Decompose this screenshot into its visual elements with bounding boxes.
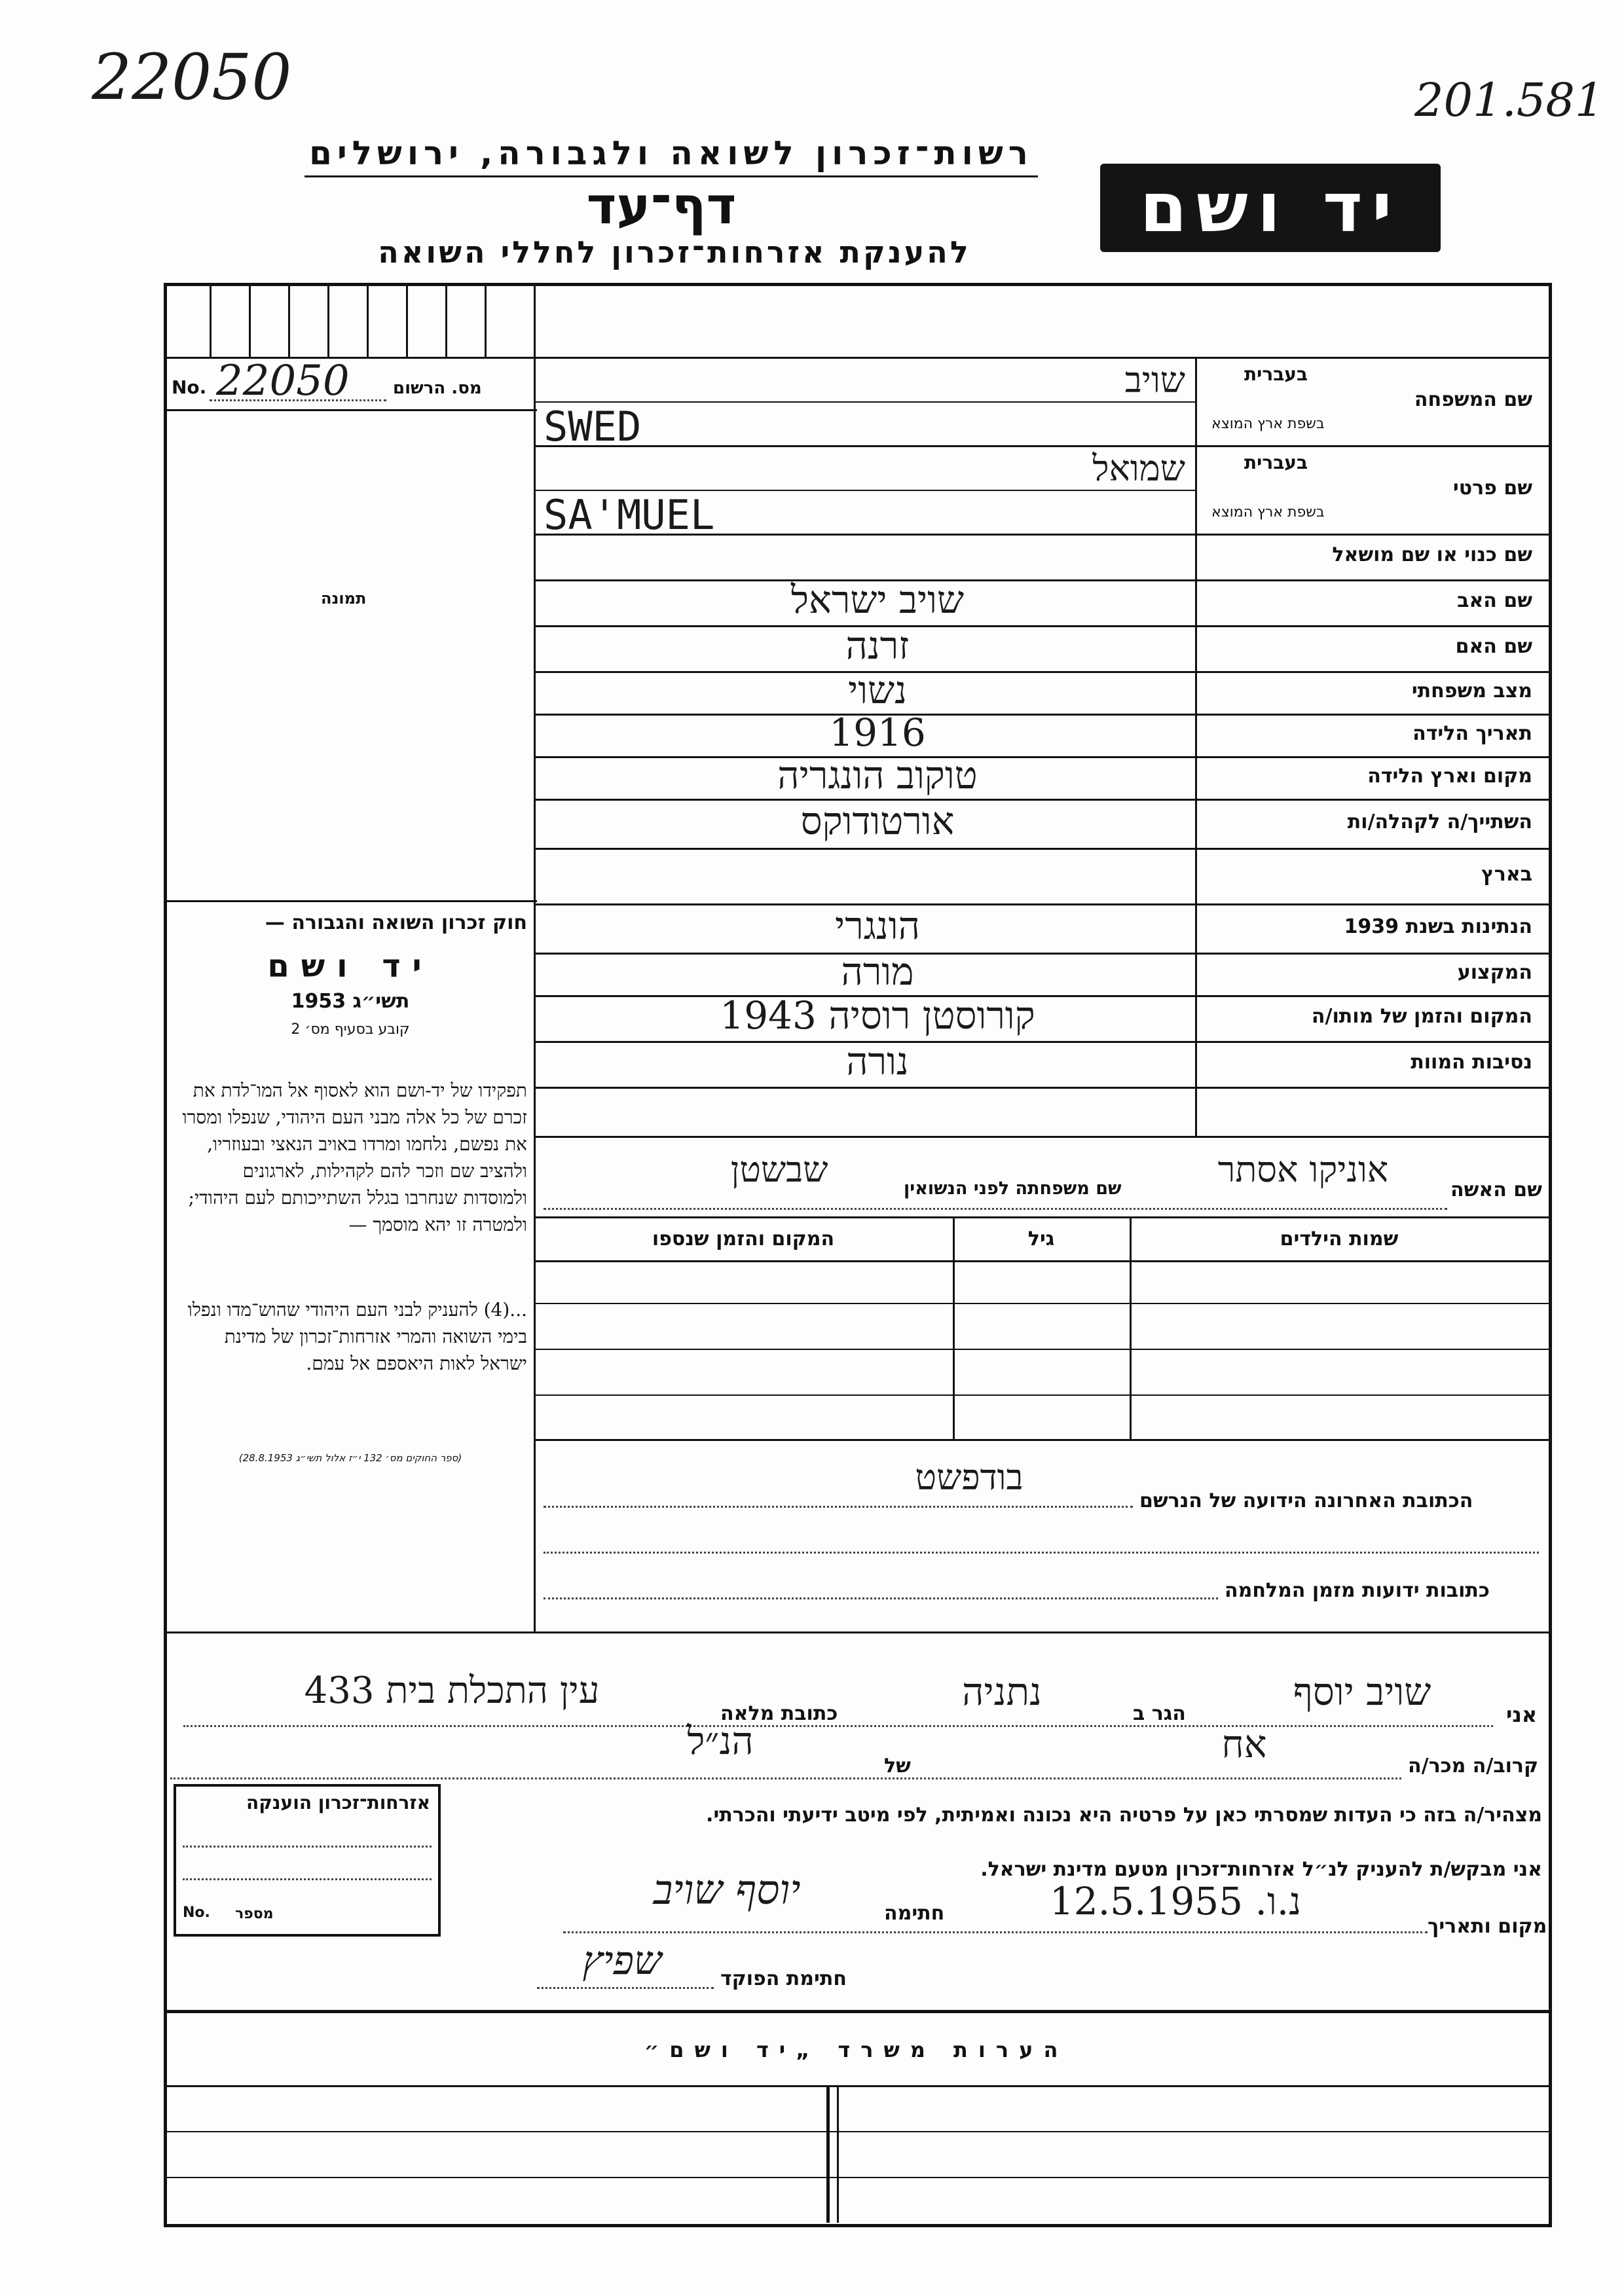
field-label: מקום וארץ הלידה [1367, 764, 1532, 788]
law-paragraph-2: ...(4) להעניק לבני העם היהודי שהוש־מדו ונפלו בימי השואה והמרי אזרחות־זכרון של מדינת ישראל לאות היאספם אל עמם. [187, 1299, 527, 1374]
law-clause: קובע בסעיף מס׳ 2 [291, 1021, 410, 1038]
field-row-line [534, 445, 1549, 447]
place-date-value: נ.ו. 12.5.1955 [1049, 1879, 1302, 1923]
office-notes-title: הערות משרד „יד ושם״ [644, 2037, 1069, 2062]
law-year: תשי״ג 1953 [291, 990, 410, 1013]
field-value-latin: SA'MUEL [544, 490, 715, 539]
children-names-header: שמות הילדים [1280, 1228, 1399, 1250]
place-date-label: מקום ותאריך [1428, 1915, 1547, 1938]
declarant-name: שויב יוסף [1293, 1669, 1431, 1714]
field-label: שם כנוי או שם מושאל [1332, 543, 1532, 566]
field-row-line [534, 1087, 1549, 1089]
field-sublabel-hebrew: בעברית [1244, 363, 1308, 385]
last-address-value: בודפשט [915, 1457, 1024, 1498]
field-row-line [534, 848, 1549, 850]
law-heading: חוק זכרון השואה והגבורה — [265, 911, 527, 934]
stamp-box-no-label: No. [183, 1904, 210, 1921]
declarant-resides-label: הגר ב [1133, 1702, 1186, 1725]
signature-value: יוסף שויב [653, 1866, 801, 1914]
law-paragraph-1: תפקידו של יד-ושם הוא לאסוף אל המו־לדת את זכרם של כל אלה מבני העם היהודי, שנפלו ומסרו את נפשם, נלחמו ומרדו באויב הנאצי ובעוזריו, ולהציב שם וזכר להם לקהילות, לארגונים ולמוסדות שנחרבו בגלל השתייכותם לעם היהודי; ולמטרה זו יהא מוסמך — [182, 1080, 527, 1235]
request-text: אני מבקש/ת להעניק לנ״ל אזרחות־זכרון מטעם מדינת ישראל. [980, 1858, 1542, 1881]
declarant-address: עין התכלת בית 433 [304, 1669, 600, 1712]
stamp-box-title: אזרחות־זכרון הוענקה [246, 1792, 430, 1813]
field-value: מורה [841, 949, 914, 994]
signature-label: חתימה [884, 1902, 945, 1925]
logo-text: יד ושם [1139, 168, 1401, 247]
field-label: שם האם [1455, 635, 1532, 658]
form-subtitle: להענקת אזרחות־זכרון לחללי השואה [378, 234, 971, 270]
field-value-latin: SWED [544, 402, 642, 450]
field-label: המקום והזמן של מותו/ה [1311, 1005, 1532, 1028]
field-value: זרנה [845, 623, 910, 668]
field-label: הנתינות בשנת 1939 [1344, 915, 1532, 938]
field-label: השתייך/ה לקהלה/ות [1347, 810, 1532, 833]
law-citation: (ספר החוקים מס׳ 132 י״ז אלול תשי״ג 28.8.1953) [238, 1452, 462, 1464]
field-value: שויב ישראל [790, 577, 965, 622]
field-value-hebrew: שויב [1124, 359, 1185, 401]
field-label: שם המשפחה [1414, 388, 1532, 411]
wife-maiden-name: שבשטן [730, 1149, 828, 1190]
relation-value: אח [1221, 1722, 1267, 1766]
field-value: נורה [846, 1039, 909, 1084]
field-value: 1916 [829, 710, 926, 755]
relation-label: קרוב/ה מכר/ה [1408, 1755, 1539, 1777]
field-label: מצב משפחתי [1411, 679, 1532, 702]
form-title: דף־עד [586, 177, 737, 236]
field-value: קורוסטן רוסיה 1943 [720, 993, 1035, 1038]
law-name: יד ושם [267, 948, 434, 985]
declarant-ani-label: אני [1506, 1702, 1538, 1727]
logo-block [1100, 164, 1441, 252]
photo-label: תמונה [321, 589, 367, 608]
relation-of-value: הנ״ל [687, 1719, 754, 1763]
war-addresses-label: כתובות ידועות מזמן המלחמה [1225, 1579, 1490, 1602]
relation-of-label: של [884, 1755, 911, 1777]
wife-label: שם האשה [1450, 1178, 1542, 1201]
registration-label: מס. הרשום [393, 378, 482, 398]
field-label: בארץ [1481, 862, 1532, 886]
field-sublabel-origin: בשפת ארץ המוצא [1211, 504, 1325, 520]
declarant-address-label: כתובת מלאה [720, 1702, 838, 1725]
field-label: שם האב [1457, 589, 1532, 612]
declaration-text: מצהיר/ה בזה כי העדות שמסרתי כאן על פרטיה היא נכונה ואמיתית, לפי מיטב ידיעתי והכרתי. [706, 1804, 1542, 1827]
field-label: שם פרטי [1452, 476, 1532, 500]
field-label: נסיבות המוות [1411, 1051, 1532, 1074]
registration-no-label: No. [172, 376, 207, 398]
declarant-city: נתניה [962, 1669, 1042, 1714]
wife-name: אוניקו אסתר [1217, 1149, 1389, 1190]
authority-line: רשות־זכרון לשואה ולגבורה, ירושלים [309, 134, 1033, 172]
children-place-header: המקום והזמן שנספו [652, 1228, 835, 1250]
field-sublabel-origin: בשפת ארץ המוצא [1211, 416, 1325, 432]
citizenship-stamp-box [174, 1784, 441, 1937]
officer-signature-value: שפיץ [582, 1938, 662, 1984]
corner-number-right: 201.581 [1414, 73, 1604, 127]
field-label: המקצוע [1457, 960, 1532, 984]
field-label: תאריך הלידה [1412, 721, 1532, 745]
field-value: הונגרי [835, 903, 920, 948]
field-value-hebrew: שמואל [1092, 448, 1185, 489]
field-value: אורטודוקס [800, 798, 955, 843]
stamp-box-number-label: מספר [235, 1906, 274, 1922]
children-age-header: גיל [1027, 1228, 1055, 1250]
last-address-label: הכתובת האחרונה הידועה של הנרשם [1139, 1489, 1473, 1512]
registration-number: 22050 [216, 357, 350, 405]
corner-number-left: 22050 [92, 41, 292, 114]
officer-signature-label: חתימת הפוקד [720, 1967, 847, 1990]
field-sublabel-hebrew: בעברית [1244, 452, 1308, 473]
field-value: נשוי [848, 667, 907, 712]
wife-maiden-label: שם משפחתה לפני הנשואין [904, 1178, 1122, 1199]
field-value: טוקוב הונגריה [777, 752, 978, 797]
